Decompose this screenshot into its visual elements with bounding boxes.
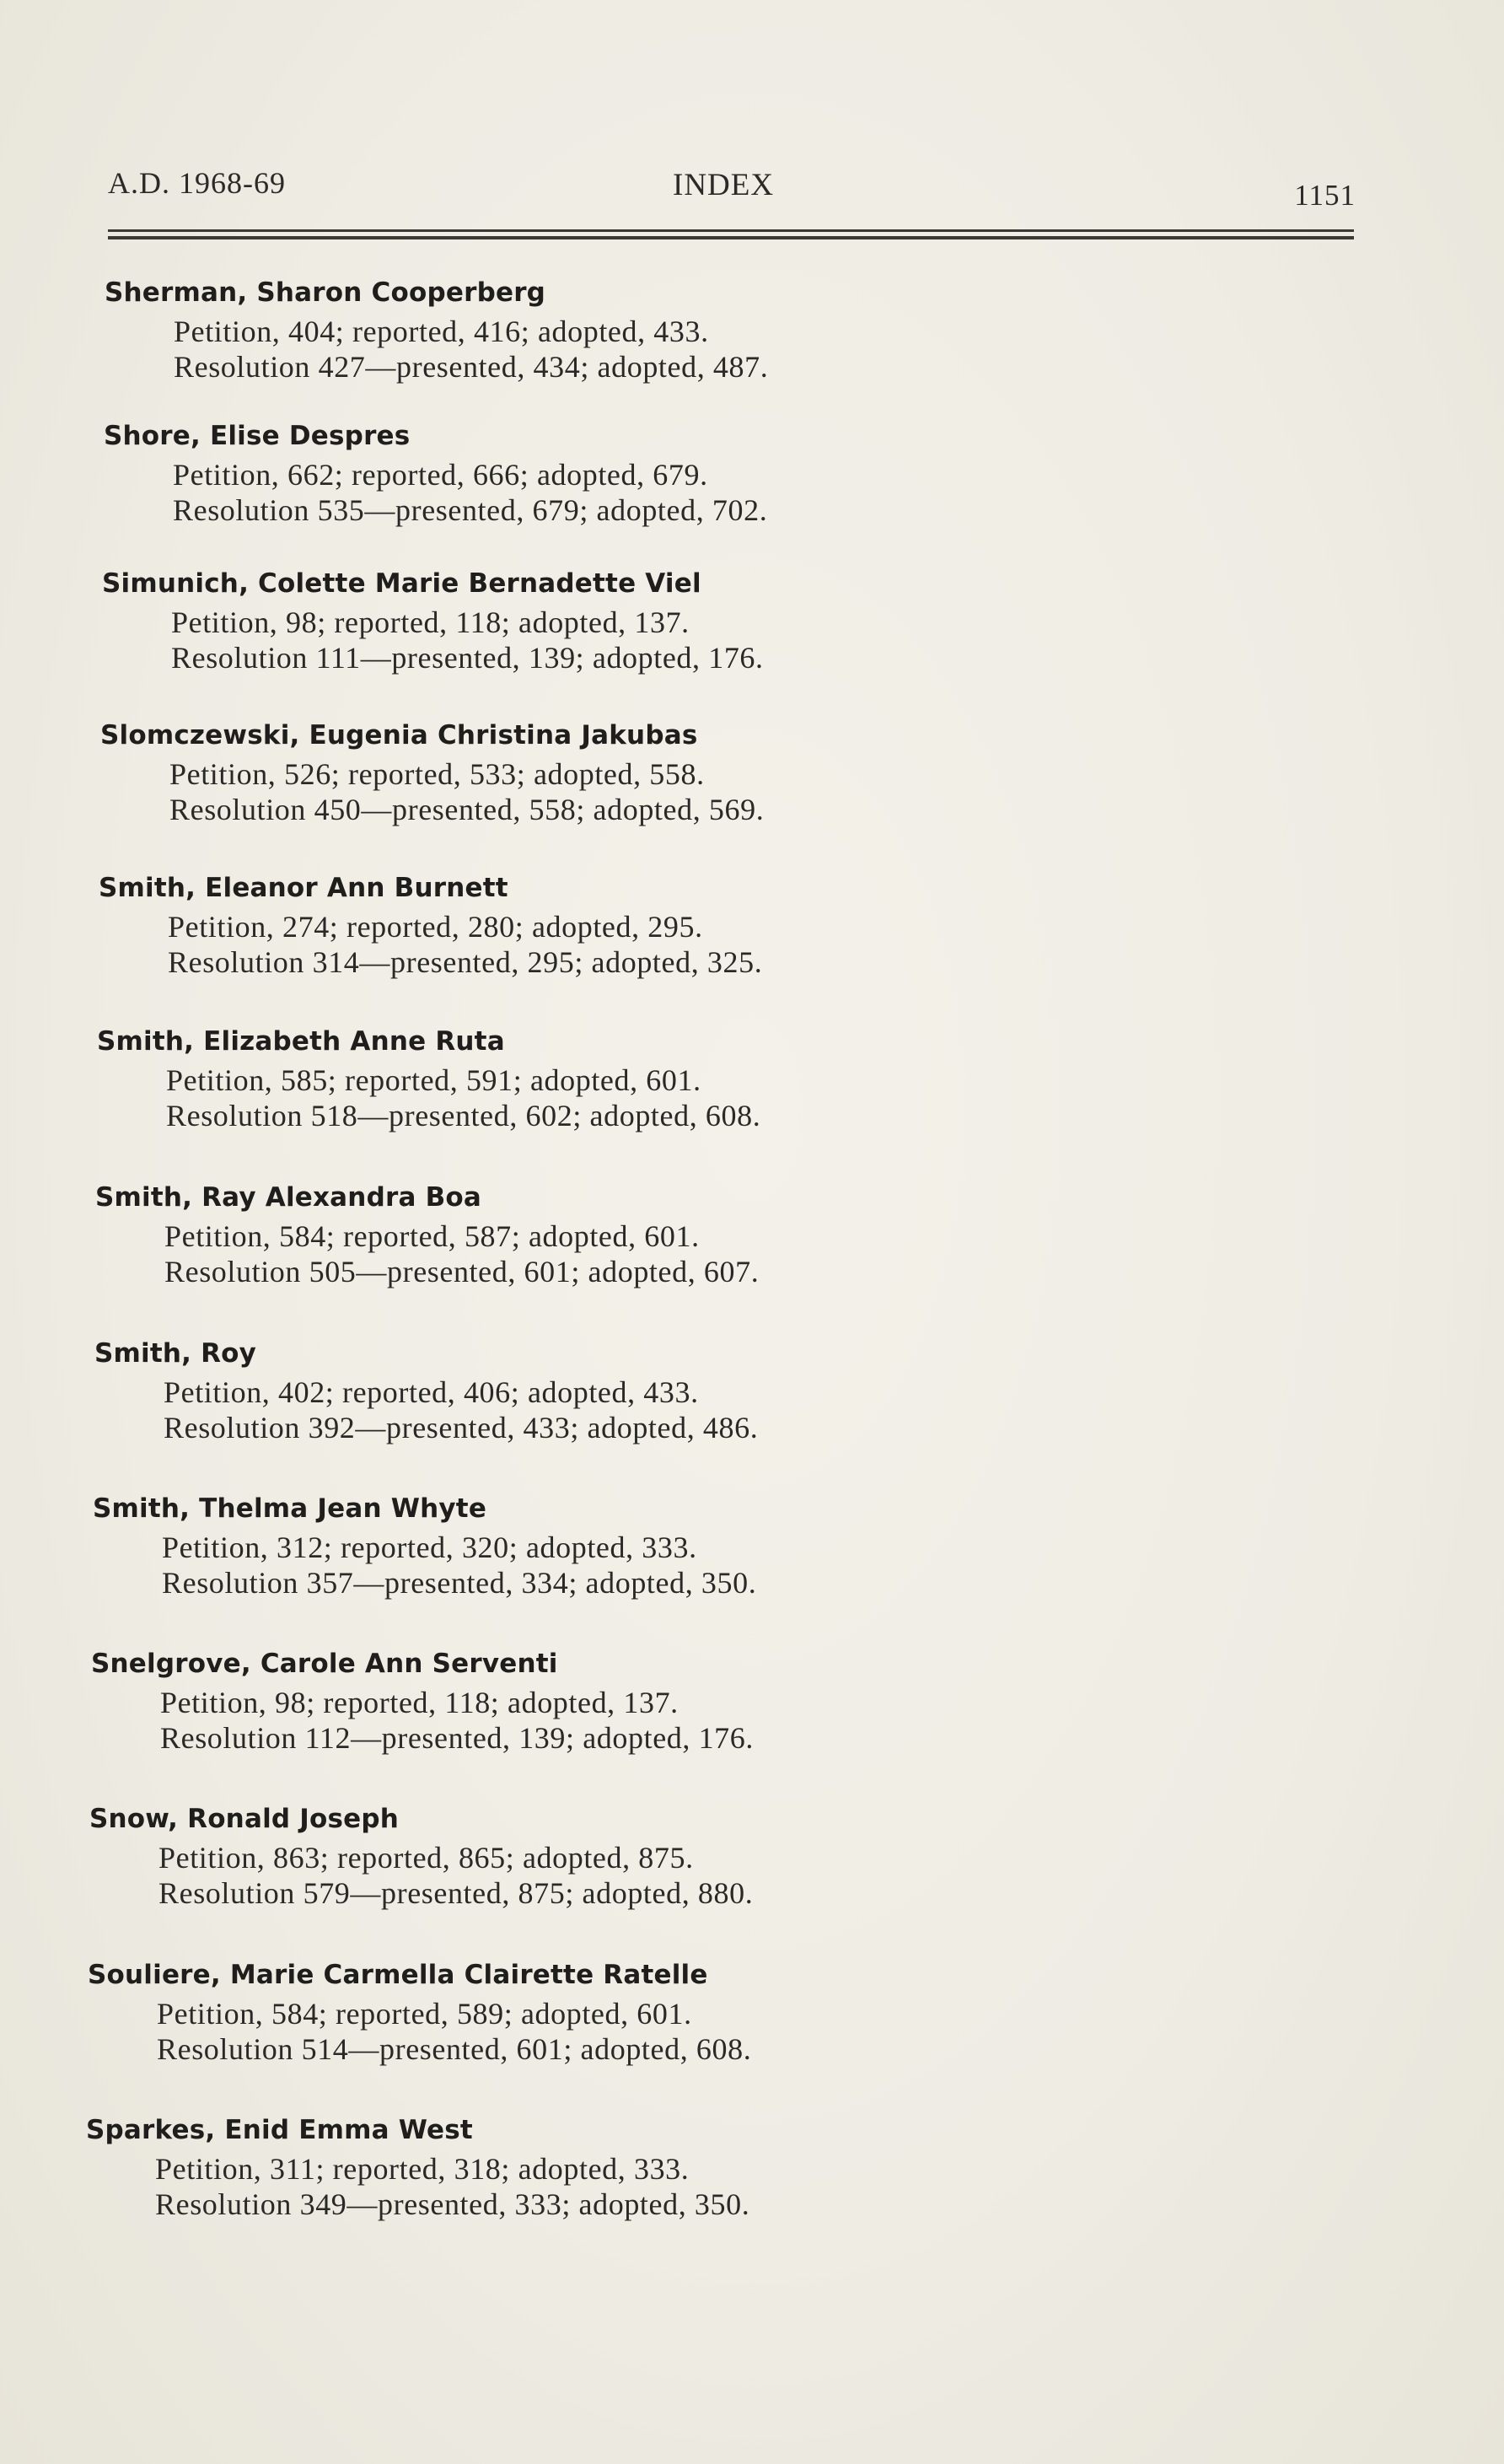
entry-name: Smith, Elizabeth Anne Ruta bbox=[97, 1026, 505, 1057]
index-entry bbox=[93, 1489, 1104, 1601]
index-entry bbox=[86, 2111, 1098, 2222]
index-entry bbox=[91, 1644, 1103, 1756]
entry-name: Smith, Eleanor Ann Burnett bbox=[99, 873, 508, 903]
entry-name: Smith, Roy bbox=[94, 1338, 257, 1369]
entry-resolution: Resolution 450—presented, 558; adopted, 569. bbox=[169, 793, 765, 826]
index-entry bbox=[88, 1956, 1099, 2067]
entry-petition: Petition, 526; reported, 533; adopted, 558. bbox=[169, 757, 705, 791]
entry-petition: Petition, 402; reported, 406; adopted, 433. bbox=[164, 1375, 699, 1409]
index-entry bbox=[95, 1178, 1107, 1289]
entry-resolution: Resolution 112—presented, 139; adopted, 176. bbox=[160, 1721, 754, 1755]
entry-petition: Petition, 584; reported, 587; adopted, 601. bbox=[164, 1219, 700, 1253]
entry-petition: Petition, 311; reported, 318; adopted, 333. bbox=[155, 2152, 690, 2186]
entry-name: Snelgrove, Carole Ann Serventi bbox=[91, 1649, 558, 1679]
entry-name: Shore, Elise Despres bbox=[104, 421, 411, 451]
entry-resolution: Resolution 349—presented, 333; adopted, 350. bbox=[155, 2187, 750, 2221]
entry-resolution: Resolution 579—presented, 875; adopted, 880. bbox=[158, 1876, 754, 1910]
entry-name: Smith, Thelma Jean Whyte bbox=[93, 1493, 487, 1524]
index-entry bbox=[97, 1022, 1109, 1133]
entry-petition: Petition, 98; reported, 118; adopted, 137. bbox=[171, 605, 690, 639]
entry-resolution: Resolution 392—presented, 433; adopted, 486. bbox=[164, 1411, 759, 1445]
entry-name: Sparkes, Enid Emma West bbox=[86, 2115, 473, 2145]
index-entry bbox=[102, 564, 1114, 675]
header-year: A.D. 1968-69 bbox=[108, 166, 286, 200]
entry-name: Simunich, Colette Marie Bernadette Viel bbox=[102, 568, 701, 599]
entry-petition: Petition, 863; reported, 865; adopted, 875. bbox=[158, 1841, 694, 1875]
entry-petition: Petition, 584; reported, 589; adopted, 601. bbox=[157, 1997, 692, 2031]
index-entry bbox=[100, 716, 1112, 827]
entry-resolution: Resolution 111—presented, 139; adopted, 176. bbox=[171, 641, 764, 675]
entry-petition: Petition, 404; reported, 416; adopted, 433. bbox=[174, 315, 709, 348]
entry-petition: Petition, 274; reported, 280; adopted, 295. bbox=[168, 910, 703, 944]
index-entry bbox=[89, 1800, 1101, 1911]
entry-resolution: Resolution 357—presented, 334; adopted, 350. bbox=[162, 1566, 757, 1600]
header-title: INDEX bbox=[673, 168, 775, 202]
entry-name: Snow, Ronald Joseph bbox=[89, 1804, 400, 1834]
index-entry bbox=[105, 273, 1116, 385]
entry-petition: Petition, 98; reported, 118; adopted, 137. bbox=[160, 1686, 679, 1719]
entry-name: Sherman, Sharon Cooperberg bbox=[105, 277, 546, 308]
entry-petition: Petition, 312; reported, 320; adopted, 333. bbox=[162, 1531, 697, 1564]
page-number: 1151 bbox=[1294, 179, 1356, 212]
entry-name: Smith, Ray Alexandra Boa bbox=[95, 1182, 482, 1213]
entry-resolution: Resolution 518—presented, 602; adopted, 608. bbox=[166, 1099, 761, 1132]
index-entry bbox=[99, 869, 1110, 980]
entry-resolution: Resolution 427—presented, 434; adopted, 487. bbox=[174, 350, 769, 384]
entry-name: Slomczewski, Eugenia Christina Jakubas bbox=[100, 720, 698, 750]
entry-resolution: Resolution 535—presented, 679; adopted, 702. bbox=[173, 493, 768, 527]
entry-resolution: Resolution 514—presented, 601; adopted, 608. bbox=[157, 2032, 752, 2066]
entry-resolution: Resolution 505—presented, 601; adopted, 607. bbox=[164, 1255, 760, 1288]
entry-resolution: Resolution 314—presented, 295; adopted, 325. bbox=[168, 945, 763, 979]
index-entry bbox=[94, 1334, 1106, 1445]
entry-petition: Petition, 662; reported, 666; adopted, 679. bbox=[173, 458, 708, 492]
index-entry bbox=[104, 417, 1115, 528]
entry-petition: Petition, 585; reported, 591; adopted, 601. bbox=[166, 1063, 701, 1097]
entry-name: Souliere, Marie Carmella Clairette Ratelle bbox=[88, 1960, 708, 1990]
